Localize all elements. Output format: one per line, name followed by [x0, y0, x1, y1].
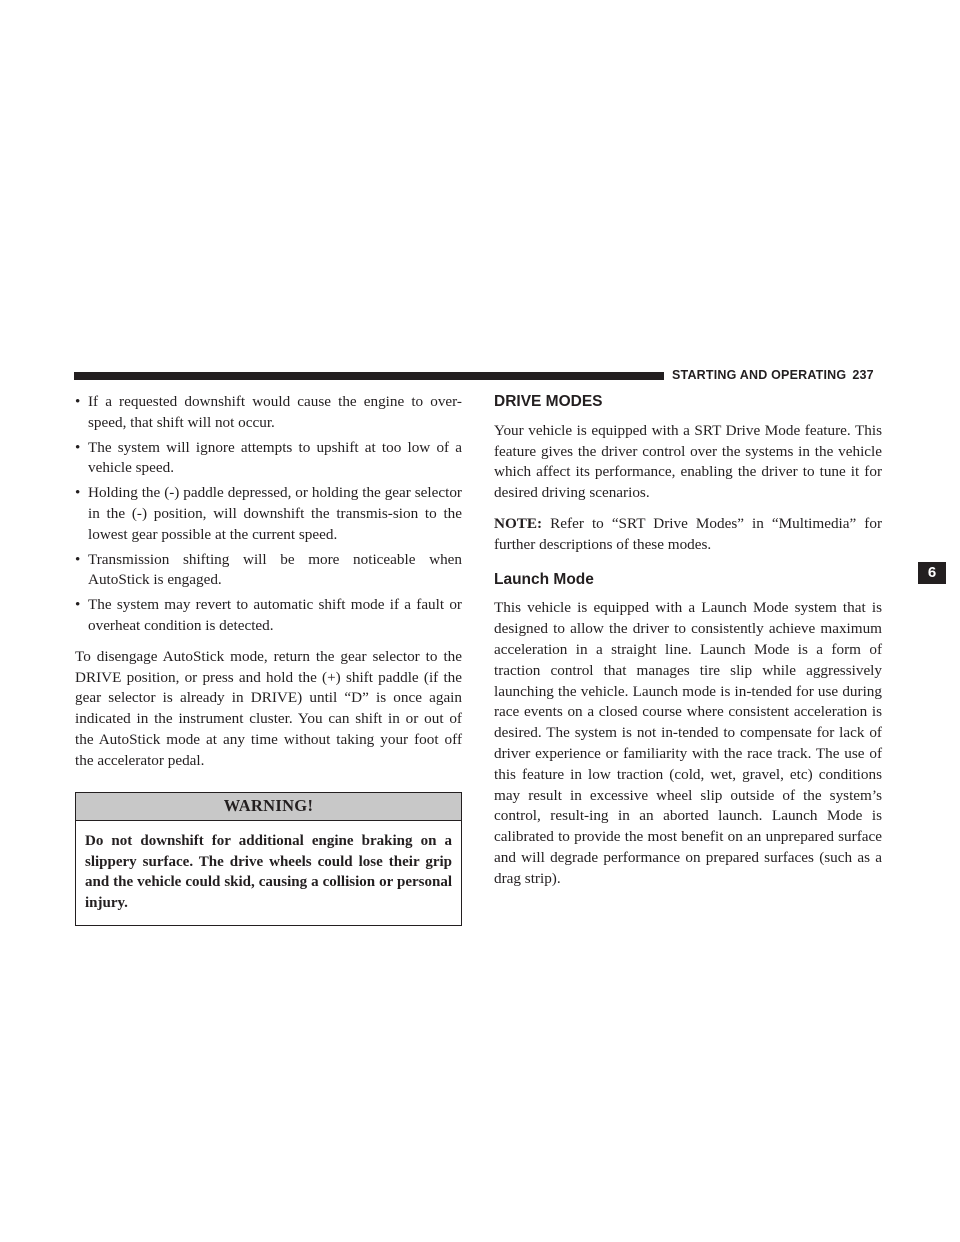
note-paragraph: [494, 514, 882, 556]
note-text: Refer to “SRT Drive Modes” in “Multimedia” for further descriptions of these modes.: [494, 514, 883, 553]
bullet-list: [75, 392, 462, 637]
list-item: • The system may revert to automatic shift mode if a fault or overheat condition is detected.: [75, 596, 462, 634]
list-item: • If a requested downshift would cause the engine to over-speed, that shift will not occur.: [75, 393, 462, 431]
chapter-tab: 6: [918, 562, 946, 584]
warning-box: [75, 792, 462, 927]
list-item: • Holding the (-) paddle depressed, or holding the gear selector in the (-) position, will downshift the transmis-sion to the lowest gear possible at the current speed.: [75, 484, 462, 543]
section-heading: DRIVE MODES: [494, 393, 603, 410]
autostick-paragraph: To disengage AutoStick mode, return the gear selector to the DRIVE position, or press and hold the (+) shift paddle (if the gear selector is already in DRIVE) until “D” is once again indicated in the instrument cluster. You can shift in or out of the AutoStick mode at any time without taking your foot off the accelerator pedal.: [75, 647, 462, 769]
header-rule: [74, 372, 664, 380]
bullet-icon: •: [75, 550, 81, 568]
left-column: [75, 392, 462, 926]
running-header: [672, 368, 886, 382]
warning-title: WARNING!: [76, 793, 461, 822]
subsection-heading: Launch Mode: [494, 570, 594, 588]
list-item: • The system will ignore attempts to upshift at too low of a vehicle speed.: [75, 438, 462, 477]
warning-body: Do not downshift for additional engine braking on a slippery surface. The drive wheels could lose their grip and the vehicle could skid, causing a collision or personal injury.: [85, 833, 452, 911]
page-number: 237: [852, 368, 874, 382]
bullet-icon: •: [75, 596, 81, 614]
bullet-icon: •: [75, 438, 81, 456]
bullet-icon: •: [75, 484, 81, 502]
launch-mode-paragraph: This vehicle is equipped with a Launch Mode system that is designed to allow the driver to consistently achieve maximum acceleration in a straight line. Launch Mode is a form of traction control that manages tire slip while aggressively launching the vehicle. Launch mode is in-tended for use during race events on a closed course where consistent acceleration is desired. The system is not in-tended to compensate for lack of driver experience or familiarity with the race track. The use of this feature in low traction (cold, wet, gravel, etc) conditions may result in excessive wheel slip outside of the system’s control, result-ing in an aborted launch. Launch Mode is calibrated to provide the most benefit on an unprepared surface and will degrade performance on prepared surfaces (such as a drag strip).: [494, 599, 882, 887]
drive-modes-paragraph: Your vehicle is equipped with a SRT Drive Mode feature. This feature gives the driver control over the systems in the vehicle which affect its performance, enabling the driver to tune it for desired driving scenarios.: [494, 421, 882, 502]
bullet-icon: •: [75, 393, 81, 410]
list-item: • Transmission shifting will be more noticeable when AutoStick is engaged.: [75, 550, 462, 589]
section-title: STARTING AND OPERATING: [672, 368, 847, 382]
note-label: NOTE:: [494, 514, 543, 532]
right-column: [494, 392, 882, 890]
